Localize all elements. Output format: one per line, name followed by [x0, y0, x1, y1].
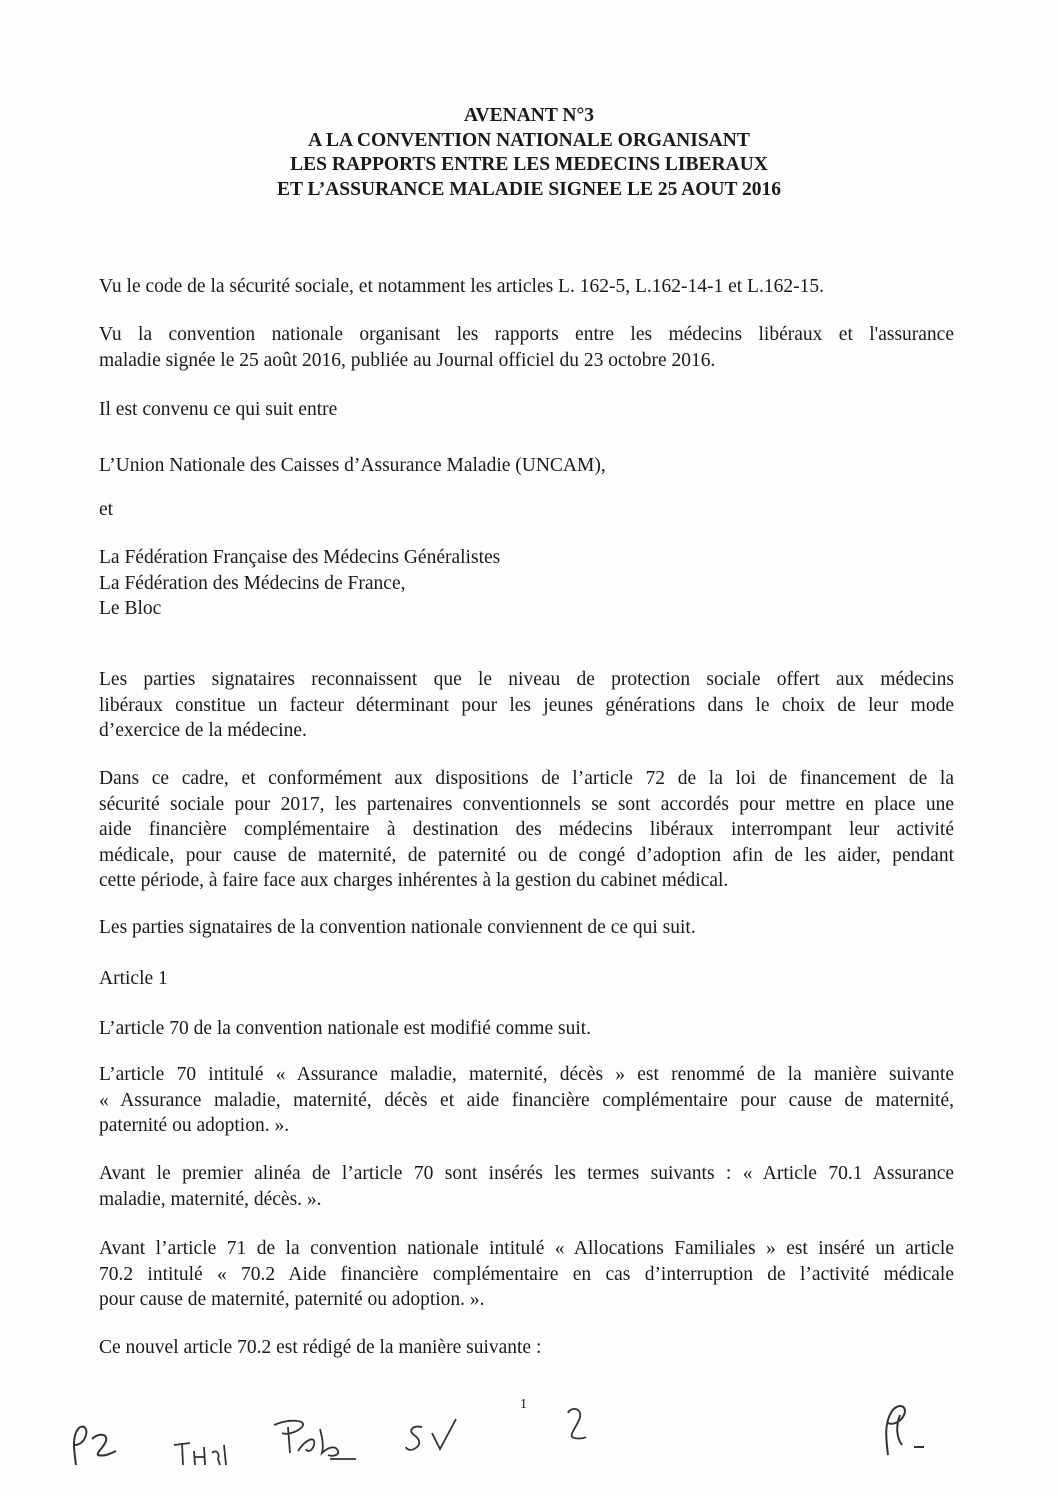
text-line: Vu le code de la sécurité sociale, et notamment les articles L. 162-5, L.162-14-1 et L.162-15.	[99, 276, 824, 297]
paragraph-article-70-modified	[99, 1016, 954, 1042]
initial-pz	[60, 1415, 140, 1475]
paragraph-parties-agree	[99, 915, 954, 941]
text-line: paternité ou adoption. ».	[99, 1115, 290, 1136]
text-line: maladie signée le 25 août 2016, publiée au Journal officiel du 23 octobre 2016.	[99, 349, 716, 371]
paragraph-code-reference	[99, 274, 954, 300]
handwritten-initials	[0, 1395, 1058, 1475]
initial-p	[870, 1395, 940, 1465]
paragraph-signatory-unions	[99, 545, 954, 622]
text-line: Vu la convention nationale organisant les rapports entre les médecins libéraux et l'assurance	[99, 324, 954, 345]
paragraph-article-70-renamed	[99, 1062, 954, 1139]
text-line: « Assurance maladie, maternité, décès et aide financière complémentaire pour cause de maternité,	[99, 1089, 954, 1111]
text-line: La Fédération des Médecins de France,	[99, 572, 406, 594]
text-line: 70.2 intitulé « 70.2 Aide financière complémentaire en cas d’interruption de l’activité médicale	[99, 1263, 954, 1285]
title-line: LES RAPPORTS ENTRE LES MEDECINS LIBERAUX	[290, 154, 768, 175]
text-line: Les parties signataires de la convention nationale conviennent de ce qui suit.	[99, 917, 696, 938]
paragraph-financial-aid	[99, 766, 954, 894]
text-line: Ce nouvel article 70.2 est rédigé de la manière suivante :	[99, 1337, 542, 1358]
text-line: Les parties signataires reconnaissent que le niveau de protection sociale offert aux médecins	[99, 669, 954, 690]
text-line: d’exercice de la médecine.	[99, 720, 307, 741]
title-line: ET L’ASSURANCE MALADIE SIGNEE LE 25 AOUT 2016	[276, 178, 782, 200]
article-heading	[99, 966, 954, 992]
document-title	[0, 104, 1058, 202]
initial-pb	[268, 1413, 358, 1468]
page-number: 1	[520, 1397, 527, 1412]
text-line: Le Bloc	[99, 598, 162, 619]
paragraph-social-protection	[99, 667, 954, 744]
initial-sv	[400, 1415, 470, 1460]
paragraph-article-70-1	[99, 1161, 954, 1212]
initial-2	[558, 1403, 598, 1453]
paragraph-convention-reference	[99, 322, 954, 373]
text-line: cette période, à faire face aux charges inhérentes à la gestion du cabinet médical.	[99, 870, 729, 891]
initial-th	[170, 1435, 240, 1475]
text-line: L’Union Nationale des Caisses d’Assurance Maladie (UNCAM),	[99, 455, 606, 476]
text-line: Dans ce cadre, et conformément aux dispositions de l’article 72 de la loi de financement de la	[99, 768, 954, 789]
paragraph-uncam	[99, 453, 954, 479]
text-line: Article 1	[99, 968, 168, 989]
text-line: L’article 70 intitulé « Assurance maladie, maternité, décès » est renommé de la manière suivante	[99, 1064, 954, 1085]
text-line: aide financière complémentaire à destination des médecins libéraux interrompant leur activité	[99, 819, 954, 840]
paragraph-article-70-2	[99, 1236, 954, 1313]
text-line: Avant l’article 71 de la convention nationale intitulé « Allocations Familiales » est inséré un article	[99, 1238, 954, 1259]
paragraph-new-article-intro	[99, 1335, 954, 1361]
text-line: L’article 70 de la convention nationale est modifié comme suit.	[99, 1018, 592, 1039]
paragraph-agreement-intro	[99, 397, 954, 423]
text-line: Avant le premier alinéa de l’article 70 sont insérés les termes suivants : « Article 70.1 Assurance	[99, 1163, 954, 1184]
text-line: médicale, pour cause de maternité, de paternité ou de congé d’adoption afin de les aider, pendant	[99, 844, 954, 866]
text-line: Il est convenu ce qui suit entre	[99, 399, 338, 420]
text-line: sécurité sociale pour 2017, les partenaires conventionnels se sont accordés pour mettre en place une	[99, 793, 954, 815]
text-line: La Fédération Française des Médecins Généralistes	[99, 547, 501, 568]
title-line: A LA CONVENTION NATIONALE ORGANISANT	[308, 129, 750, 151]
text-line: pour cause de maternité, paternité ou adoption. ».	[99, 1289, 485, 1310]
text-line: et	[99, 499, 114, 520]
text-line: libéraux constitue un facteur déterminant pour les jeunes générations dans le choix de leur mode	[99, 694, 954, 716]
text-line: maladie, maternité, décès. ».	[99, 1188, 322, 1210]
paragraph-and	[99, 497, 954, 523]
title-line: AVENANT N°3	[463, 105, 595, 126]
